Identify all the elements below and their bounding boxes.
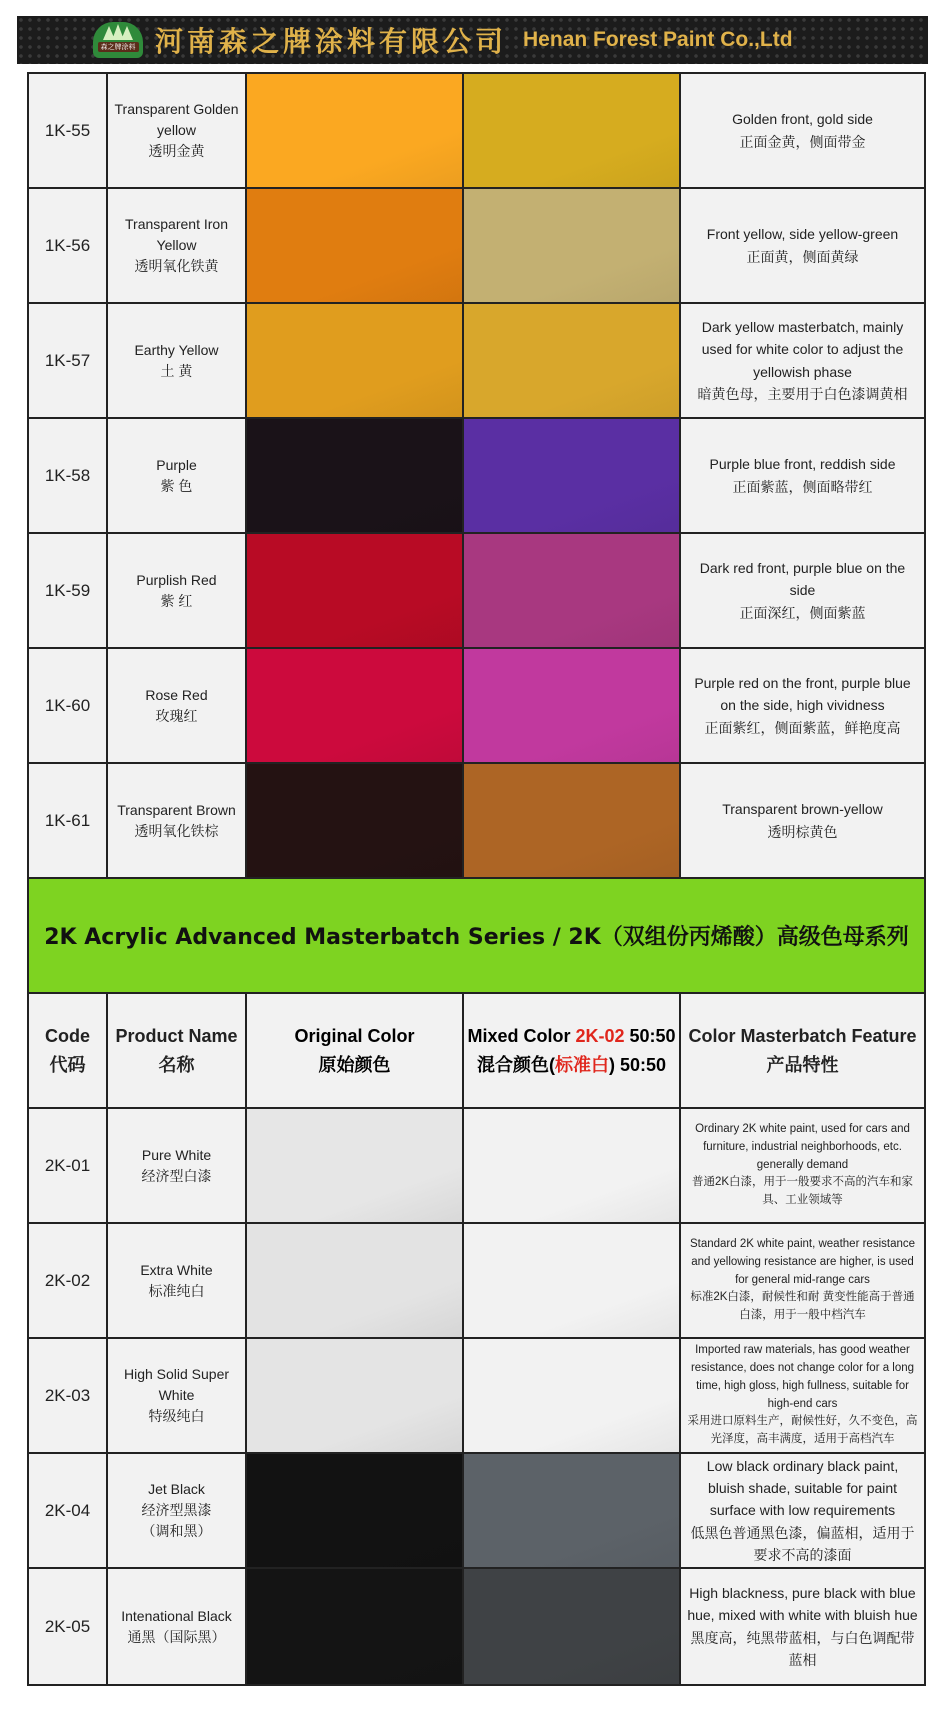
original-color-swatch (247, 74, 464, 187)
color-chart-table (27, 72, 926, 1686)
product-code: 2K-02 (29, 1224, 108, 1337)
table-row (29, 1569, 924, 1684)
mixed-color-swatch (464, 189, 681, 302)
product-code: 1K-56 (29, 189, 108, 302)
series-2k-title: 2K Acrylic Advanced Masterbatch Series / 2K（双组份丙烯酸）高级色母系列 (29, 879, 924, 994)
product-name: Earthy Yellow 土 黄 (108, 304, 247, 417)
original-color-swatch (247, 1224, 464, 1337)
table-row (29, 189, 924, 304)
product-name: Extra White 标准纯白 (108, 1224, 247, 1337)
series-1k-rows (29, 74, 924, 879)
mixed-color-swatch (464, 534, 681, 647)
header-original-color: Original Color 原始颜色 (247, 994, 464, 1107)
forest-logo-icon: 森之牌涂料 (93, 22, 143, 58)
product-feature: Dark red front, purple blue on the side 正面深红，侧面紫蓝 (681, 534, 924, 647)
mixed-color-swatch (464, 419, 681, 532)
original-color-swatch (247, 419, 464, 532)
product-name: Purple 紫 色 (108, 419, 247, 532)
table-row (29, 649, 924, 764)
header-mixed-color: Mixed Color 2K-02 50:50 混合颜色(标准白) 50:50 (464, 994, 681, 1107)
original-color-swatch (247, 649, 464, 762)
table-row (29, 304, 924, 419)
product-feature: Front yellow, side yellow-green 正面黄，侧面黄绿 (681, 189, 924, 302)
table-header-row (29, 994, 924, 1109)
product-name: Rose Red 玫瑰红 (108, 649, 247, 762)
product-code: 1K-61 (29, 764, 108, 877)
product-feature: Purple red on the front, purple blue on the side, high vividness 正面紫红，侧面紫蓝，鲜艳度高 (681, 649, 924, 762)
original-color-swatch (247, 764, 464, 877)
product-feature: Low black ordinary black paint, bluish shade, suitable for paint surface with low requirements 低黑色普通黑色漆，偏蓝相，适用于要求不高的漆面 (681, 1454, 924, 1567)
mixed-color-swatch (464, 74, 681, 187)
table-row (29, 1454, 924, 1569)
product-code: 2K-01 (29, 1109, 108, 1222)
product-feature: Purple blue front, reddish side 正面紫蓝，侧面略带红 (681, 419, 924, 532)
product-name: High Solid Super White 特级纯白 (108, 1339, 247, 1452)
product-feature: Golden front, gold side 正面金黄，侧面带金 (681, 74, 924, 187)
table-row (29, 534, 924, 649)
mixed-color-swatch (464, 649, 681, 762)
original-color-swatch (247, 1569, 464, 1684)
product-code: 1K-59 (29, 534, 108, 647)
product-code: 1K-60 (29, 649, 108, 762)
product-name: Transparent Brown 透明氧化铁棕 (108, 764, 247, 877)
product-code: 2K-03 (29, 1339, 108, 1452)
product-feature: Dark yellow masterbatch, mainly used for white color to adjust the yellowish phase 暗黄色母，主要用于白色漆调黄相 (681, 304, 924, 417)
mixed-color-swatch (464, 1109, 681, 1222)
table-row (29, 74, 924, 189)
product-code: 2K-04 (29, 1454, 108, 1567)
product-feature: Imported raw materials, has good weather resistance, does not change color for a long time, high gloss, high fullness, suitable for high-end cars 采用进口原料生产，耐候性好，久不变色，高光泽度，高丰满度，适用于高档汽车 (681, 1339, 924, 1452)
mixed-color-swatch (464, 764, 681, 877)
product-name: Transparent Iron Yellow 透明氧化铁黄 (108, 189, 247, 302)
company-name-cn: 河南森之牌涂料有限公司 (155, 25, 508, 58)
mixed-color-swatch (464, 1454, 681, 1567)
product-name: Pure White 经济型白漆 (108, 1109, 247, 1222)
table-row (29, 764, 924, 879)
original-color-swatch (247, 189, 464, 302)
product-name: Purplish Red 紫 红 (108, 534, 247, 647)
product-code: 1K-58 (29, 419, 108, 532)
product-code: 2K-05 (29, 1569, 108, 1684)
original-color-swatch (247, 1109, 464, 1222)
product-code: 1K-57 (29, 304, 108, 417)
table-row (29, 1339, 924, 1454)
product-name: Jet Black 经济型黑漆 （调和黑） (108, 1454, 247, 1567)
company-banner (17, 16, 928, 64)
mixed-color-swatch (464, 1339, 681, 1452)
product-code: 1K-55 (29, 74, 108, 187)
product-name: Intenational Black 通黑（国际黑） (108, 1569, 247, 1684)
table-row (29, 419, 924, 534)
product-feature: Standard 2K white paint, weather resistance and yellowing resistance are higher, is used for general mid-range cars 标准2K白漆，耐候性和耐 黄变性能高于普通白漆，用于一般中档汽车 (681, 1224, 924, 1337)
original-color-swatch (247, 1454, 464, 1567)
product-feature: Ordinary 2K white paint, used for cars and furniture, industrial neighborhoods, etc. generally demand 普通2K白漆，用于一般要求不高的汽车和家具、工业领域等 (681, 1109, 924, 1222)
original-color-swatch (247, 534, 464, 647)
mixed-color-swatch (464, 1569, 681, 1684)
header-feature: Color Masterbatch Feature 产品特性 (681, 994, 924, 1107)
header-code: Code 代码 (29, 994, 108, 1107)
mixed-color-swatch (464, 1224, 681, 1337)
series-2k-rows (29, 1109, 924, 1684)
original-color-swatch (247, 1339, 464, 1452)
company-name-en: Henan Forest Paint Co.,Ltd (523, 28, 793, 51)
table-row (29, 1109, 924, 1224)
product-feature: High blackness, pure black with blue hue, mixed with white with bluish hue 黑度高，纯黑带蓝相，与白色调配带蓝相 (681, 1569, 924, 1684)
product-feature: Transparent brown-yellow 透明棕黄色 (681, 764, 924, 877)
product-name: Transparent Golden yellow 透明金黄 (108, 74, 247, 187)
header-product-name: Product Name 名称 (108, 994, 247, 1107)
mixed-color-swatch (464, 304, 681, 417)
original-color-swatch (247, 304, 464, 417)
table-row (29, 1224, 924, 1339)
